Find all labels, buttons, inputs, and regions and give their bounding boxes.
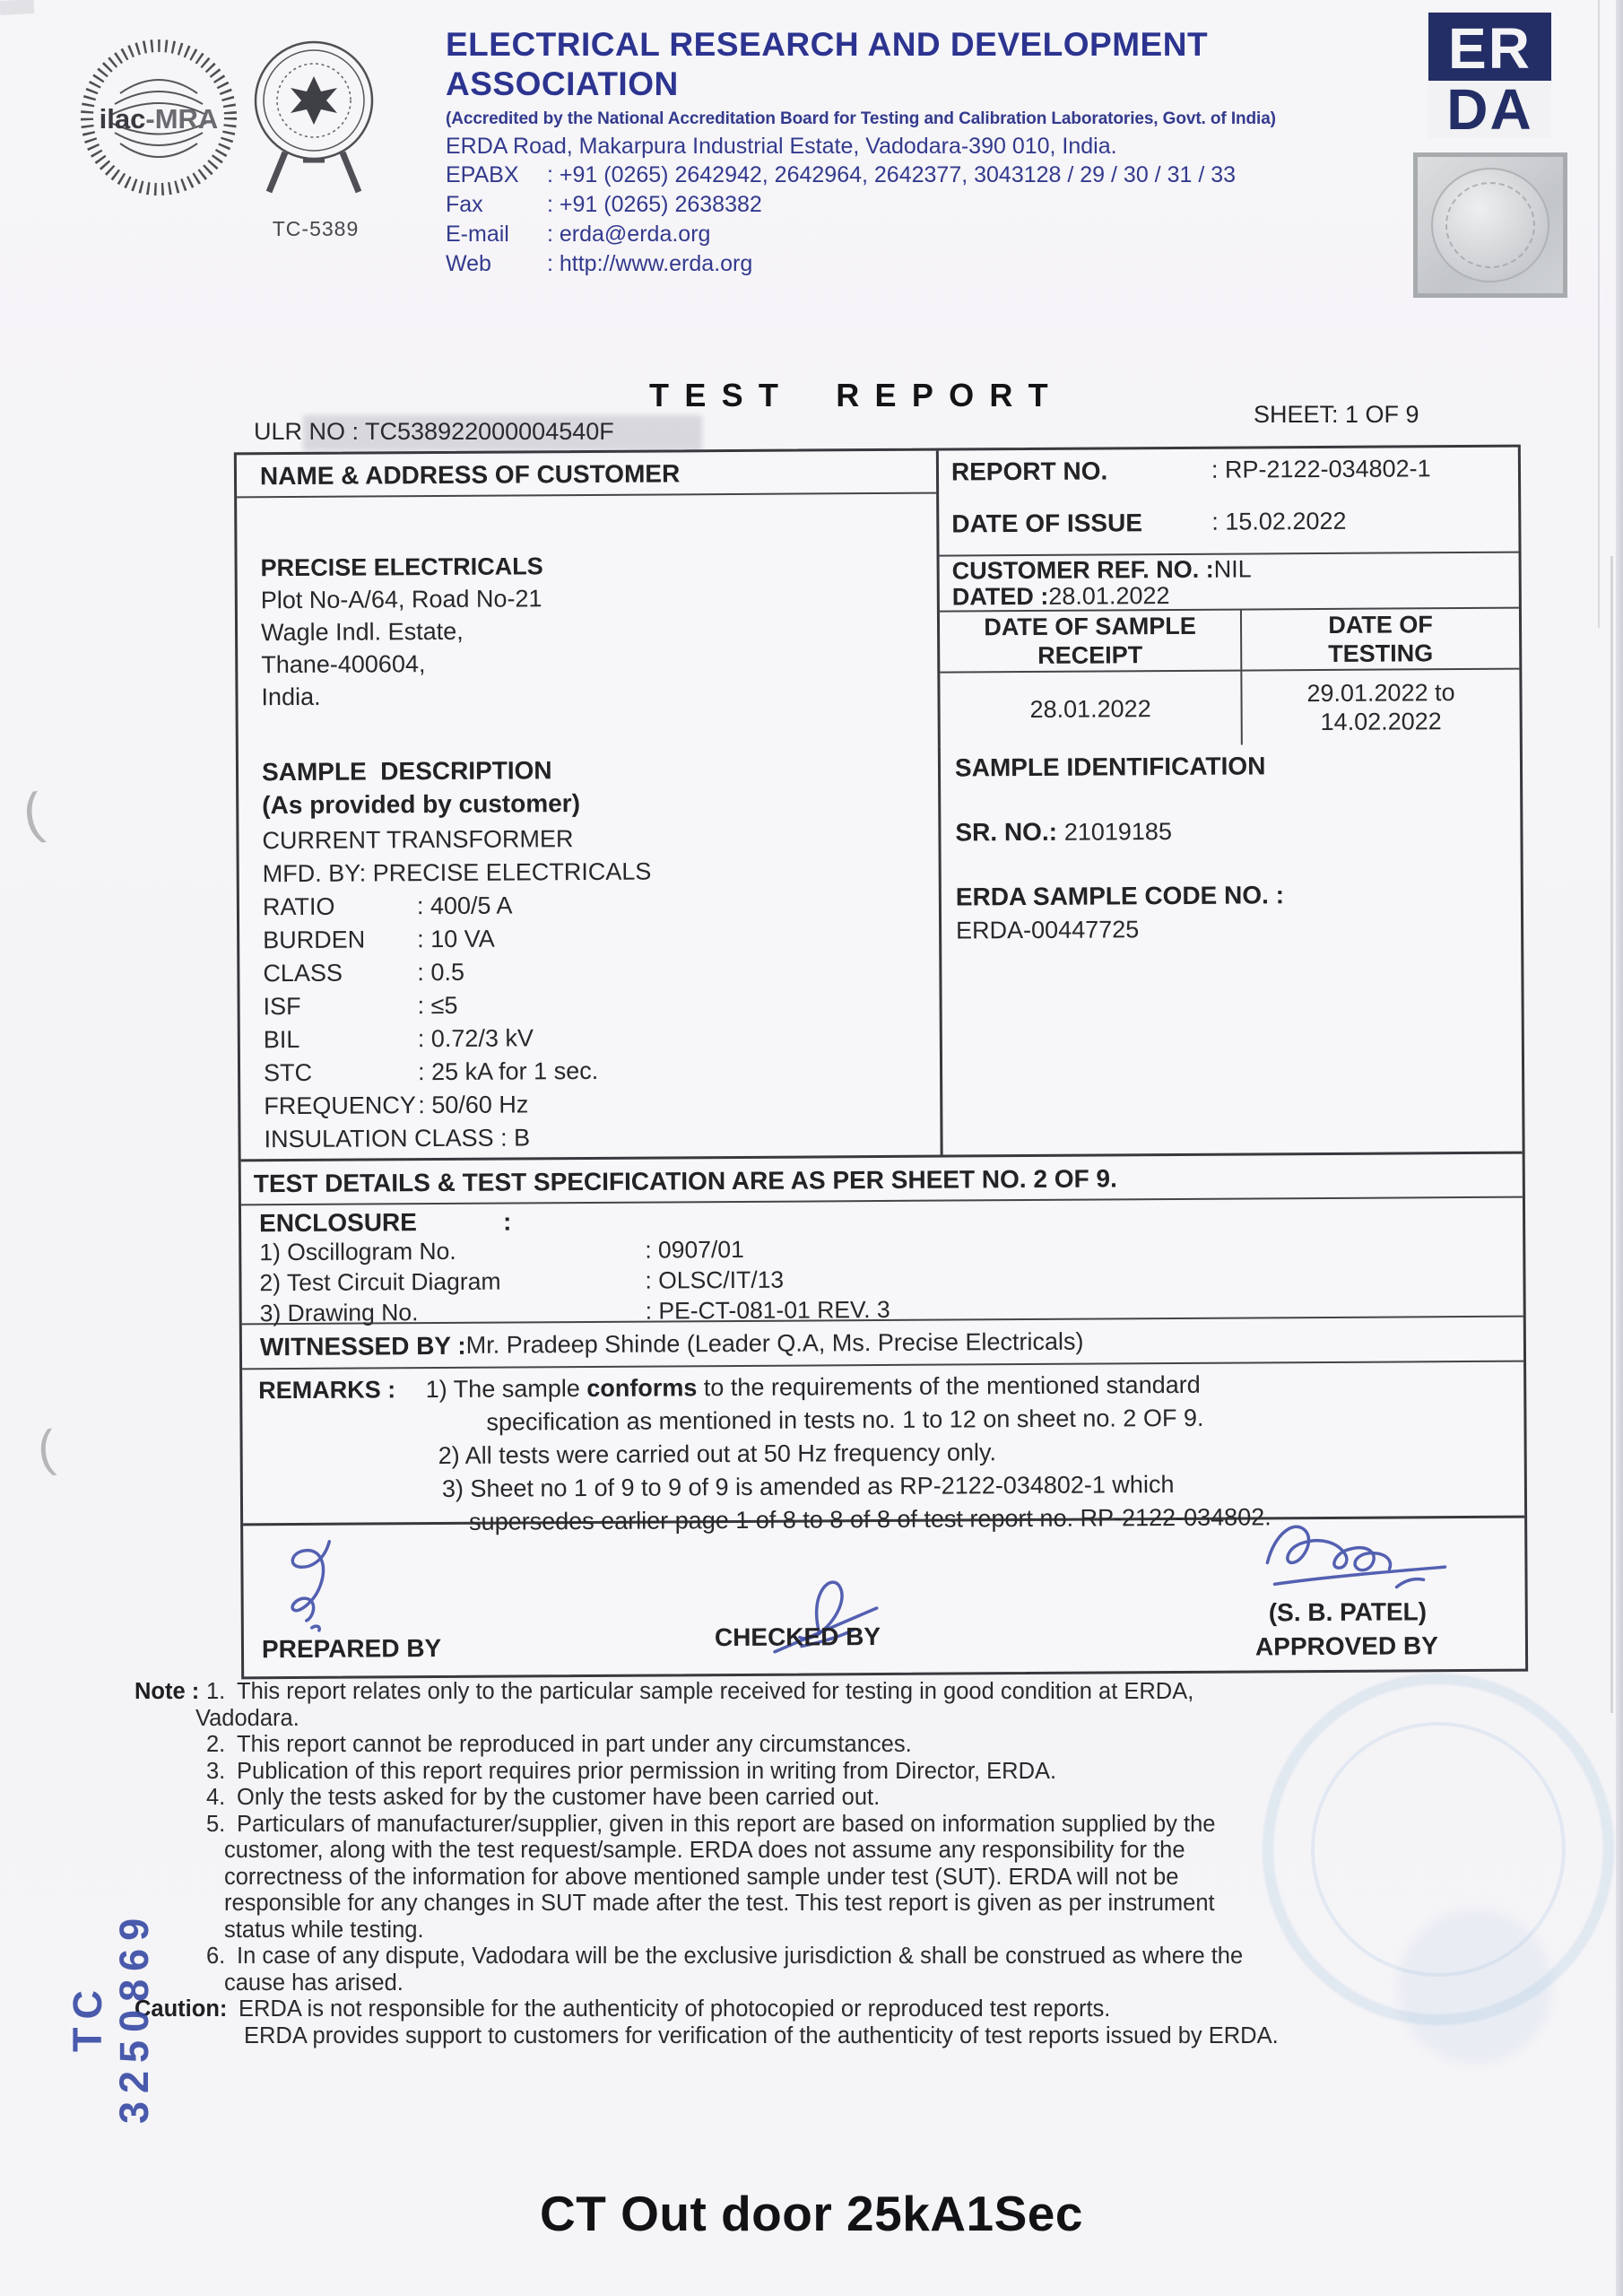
embossed-seal [1413,152,1567,298]
approved-by-label: APPROVED BY [1254,1631,1438,1661]
spec-value: : 0.72/3 kV [417,1024,534,1053]
dated-value: 28.01.2022 [1048,582,1170,610]
checked-by-label: CHECKED BY [714,1622,881,1652]
witnessed-label: WITNESSED BY : [259,1331,466,1361]
signature-row [243,1518,1525,1680]
testing-date-line2: 14.02.2022 [1320,708,1442,735]
tc-number-stamp: TC 3250869 [65,1909,157,2125]
note-num: 2. [206,1732,226,1757]
enclosure-row [241,1198,1523,1326]
customer-ref-label: CUSTOMER REF. NO. : [951,555,1214,585]
dated-label: DATED : [951,582,1049,611]
customer-header: NAME & ADDRESS OF CUSTOMER [237,451,936,499]
sample-mfd-by: MFD. BY: PRECISE ELECTRICALS [262,857,652,888]
receipt-date: 28.01.2022 [940,672,1242,747]
enclosure-item-label: 3) Drawing No. [259,1299,419,1327]
receipt-header-line1: DATE OF SAMPLE [984,612,1196,641]
contact-web [446,249,1436,279]
sample-description-cell [239,747,943,1160]
ilac-text-light: -MRA [145,103,219,135]
note-line [135,1865,1578,1892]
notes-label: Note : [135,1679,200,1704]
spec-burden [263,925,495,955]
spec-value: : 0.5 [417,958,465,987]
customer-address [261,550,544,713]
note-line [135,1944,1578,1970]
remarks-item1-bold: conforms [586,1374,698,1403]
spec-bil [264,1023,534,1054]
ulr-value: TC538922000004540F [365,418,614,445]
sample-identification-cell [941,744,1523,1155]
row-sample [239,744,1523,1162]
sr-no-value: 21019185 [1063,818,1173,846]
spec-insulation: INSULATION CLASS : B [264,1124,531,1153]
caution-line [135,2023,1578,2050]
caution-text: ERDA provides support to customers for verification of the authenticity of test reports issued by ERDA. [244,2022,1279,2048]
ulr-number [254,418,614,446]
note-line [135,1970,1578,1997]
note-text: In case of any dispute, Vadodara will be the exclusive jurisdiction & shall be construed as where the [237,1944,1244,1969]
note-line [135,1706,1578,1733]
note-text: This report relates only to the particular sample received for testing in good condition at ERDA, [237,1679,1194,1704]
sr-no-row [955,817,1172,851]
contact-value: : erda@erda.org [547,222,711,247]
date-of-issue-label: DATE OF ISSUE [951,509,1143,538]
testing-date [1242,670,1519,745]
seal-inner-circle [1431,168,1549,283]
note-text: Only the tests asked for by the customer have been carried out. [237,1785,881,1810]
scan-edge-strip [1610,556,1613,1713]
erda-code-label: ERDA SAMPLE CODE NO. : [955,881,1285,911]
witnessed-value: Mr. Pradeep Shinde (Leader Q.A, Ms. Precise Electricals) [465,1327,1084,1359]
report-no-label: REPORT NO. [950,457,1108,486]
remarks-line-1 [258,1370,1201,1405]
spec-label: STC [263,1058,313,1087]
customer-ref-value: NIL [1213,555,1252,583]
erda-logo [1428,13,1551,142]
contact-label: EPABX [446,162,519,187]
note-text: customer, along with the test request/sample. ERDA does not assume any responsibility for the [224,1838,1185,1863]
note-text: This report cannot be reproduced in part under any circumstances. [237,1732,912,1757]
note-line [135,1812,1578,1839]
erda-code-value: ERDA-00447725 [956,916,1140,944]
note-num: 6. [206,1944,226,1969]
remarks-line-4: 3) Sheet no 1 of 9 to 9 of 9 is amended as RP-2122-034802-1 which [441,1471,1175,1502]
note-num: 4. [206,1785,226,1810]
spec-label: BURDEN [263,926,366,954]
ulr-label: ULR NO : [254,418,366,445]
prepared-by-label: PREPARED BY [261,1634,442,1664]
spec-label: ISF [263,992,301,1021]
contact-value: : +91 (0265) 2642942, 2642964, 2642377, 3043128 / 29 / 30 / 31 / 33 [547,162,1237,187]
address-line: Plot No-A/64, Road No-21 [260,585,542,614]
note-num: 5. [206,1811,226,1837]
sample-identification-title: SAMPLE IDENTIFICATION [954,752,1266,782]
ilac-mra-stamp-icon [79,38,239,197]
enclosure-item [259,1266,784,1298]
sheet-number: SHEET: 1 OF 9 [1254,401,1419,428]
note-line [135,1838,1578,1865]
caution-line [135,1996,1578,2023]
scan-edge-line [1598,0,1600,628]
enclosure-item-label: 2) Test Circuit Diagram [259,1267,501,1297]
customer-ref-row [952,555,1252,585]
testing-header [1242,609,1519,670]
contact-email [446,220,1436,249]
report-table [234,445,1528,1680]
enclosure-item-value: : OLSC/IT/13 [645,1265,785,1294]
report-no-row [951,455,1431,486]
row-customer-report [237,448,1520,752]
nabl-emblem-icon [251,36,377,215]
footer-caption: CT Out door 25kA1Sec [540,2186,1083,2241]
receipt-header-line2: RECEIPT [1037,641,1143,669]
note-text: responsible for any changes in SUT made after the test. This test report is given as per instrument [224,1891,1215,1916]
spec-value: : ≤5 [417,991,458,1020]
enclosure-title-row [259,1208,512,1239]
note-text: Particulars of manufacturer/supplier, given in this report are based on information supplied by the [237,1811,1216,1837]
seal-ring [1445,182,1535,268]
note-text: correctness of the information for above mentioned sample under test (SUT). ERDA will not be [224,1864,1179,1890]
address-line: India. [261,683,321,711]
remarks-line-3: 2) All tests were carried out at 50 Hz frequency only. [438,1439,997,1470]
spec-label: RATIO [262,892,335,921]
spec-isf [264,991,458,1021]
customer-cell [237,451,941,752]
enclosure-title: ENCLOSURE [258,1208,417,1238]
note-text: cause has arised. [224,1970,404,1996]
spec-value: : 400/5 A [416,891,513,920]
test-details-row: TEST DETAILS & TEST SPECIFICATION ARE AS PER SHEET NO. 2 OF 9. [241,1154,1523,1206]
org-name: ELECTRICAL RESEARCH AND DEVELOPMENT ASSOCIATION [446,26,1209,102]
spec-label: FREQUENCY [264,1091,416,1120]
remarks-row [242,1362,1524,1535]
note-line [135,1732,1578,1759]
address-line: Wagle Indl. Estate, [260,617,464,647]
letterhead [446,25,1436,279]
note-line [135,1785,1578,1812]
note-line [135,1759,1578,1786]
report-meta-cell [939,448,1520,747]
enclosure-item-value: : 0907/01 [645,1235,744,1264]
enclosure-item-label: 1) Oscillogram No. [259,1237,456,1266]
spec-frequency [264,1090,528,1120]
witnessed-row [242,1318,1523,1370]
notes-section [135,1679,1578,2049]
approved-name: (S. B. PATEL) [1268,1597,1428,1627]
remarks-item1-post: to the requirements of the mentioned standard [697,1370,1201,1402]
report-no-value: : RP-2122-034802-1 [1211,455,1431,483]
remarks-label: REMARKS : [258,1376,396,1405]
sample-description-title: SAMPLE DESCRIPTION [261,756,552,787]
note-text: Vadodara. [195,1705,299,1731]
customer-name: PRECISE ELECTRICALS [260,552,543,582]
report-no-box [939,448,1519,557]
date-of-issue-row [951,508,1346,539]
dates-header-row [940,609,1519,674]
enclosure-item [259,1236,744,1266]
org-accreditation: (Accredited by the National Accreditation Board for Testing and Calibration Laboratories, Govt. of India) [446,109,1276,128]
spec-ratio [263,891,513,922]
note-num: 1. [206,1679,226,1704]
remarks-line-2: specification as mentioned in tests no. 1 to 12 on sheet no. 2 OF 9. [486,1404,1204,1436]
contact-label: Web [446,251,491,276]
receipt-header [940,611,1242,672]
note-text: status while testing. [224,1917,424,1943]
scan-artifact-paren: ( [34,1419,57,1477]
note-line [135,1918,1578,1944]
note-line [135,1679,1578,1706]
erda-logo-bottom-text: DA [1428,81,1551,138]
note-num: 3. [206,1758,226,1784]
testing-header-line2: TESTING [1328,639,1434,667]
address-line: Thane-400604, [261,650,426,679]
note-text: Publication of this report requires prior permission in writing from Director, ERDA. [237,1758,1057,1784]
remarks-item1-pre: 1) The sample [425,1375,587,1404]
enclosure-item-value: : PE-CT-081-01 REV. 3 [645,1295,890,1325]
dates-value-row [940,670,1519,747]
ilac-mra-logo [79,38,239,197]
ilac-text-bold: ilac [99,103,146,135]
note-line [135,1891,1578,1918]
spec-value: : 50/60 Hz [418,1091,529,1119]
caution-label: Caution: [135,1996,228,2022]
enclosure-colon: : [502,1207,512,1236]
spec-label: CLASS [263,959,343,987]
contact-value: : http://www.erda.org [547,251,753,276]
scan-edge-band [1616,0,1623,2296]
svg-text:ilac-MRA [100,103,219,135]
contact-label: Fax [446,192,483,217]
spec-label: BIL [263,1025,300,1054]
sr-no-label: SR. NO.: [955,817,1064,847]
contact-fax [446,190,1436,220]
prepared-signature-icon [270,1532,387,1640]
contact-value: : +91 (0265) 2638382 [547,192,762,217]
document-title: TEST REPORT [649,377,1063,413]
scan-corner-wedge [0,0,34,15]
scan-artifact-paren: ( [18,781,48,847]
sample-description-subtitle: (As provided by customer) [262,789,581,820]
contact-epabx [446,161,1436,190]
spec-value: : 25 kA for 1 sec. [417,1057,599,1086]
sample-type: CURRENT TRANSFORMER [262,825,574,855]
spec-value: : 10 VA [417,925,495,953]
erda-logo-top-text: ER [1448,16,1532,81]
contact-label: E-mail [446,222,509,247]
testing-date-line1: 29.01.2022 to [1306,679,1455,708]
spec-class [263,958,464,987]
dated-row [952,582,1170,611]
nabl-certificate-number: TC-5389 [272,217,360,240]
spec-stc [264,1057,598,1087]
org-address: ERDA Road, Makarpura Industrial Estate, Vadodara-390 010, India. [446,134,1117,159]
remarks-line-5: supersedes earlier page 1 of 8 to 8 of 8 of test report no. RP-2122-034802. [469,1503,1271,1535]
testing-header-line1: DATE OF [1328,611,1433,639]
date-of-issue-value: : 15.02.2022 [1211,507,1347,535]
nabl-logo [251,36,377,215]
customer-ref-box [940,553,1519,613]
caution-text: ERDA is not responsible for the authenticity of photocopied or reproduced test reports. [239,1996,1111,2022]
